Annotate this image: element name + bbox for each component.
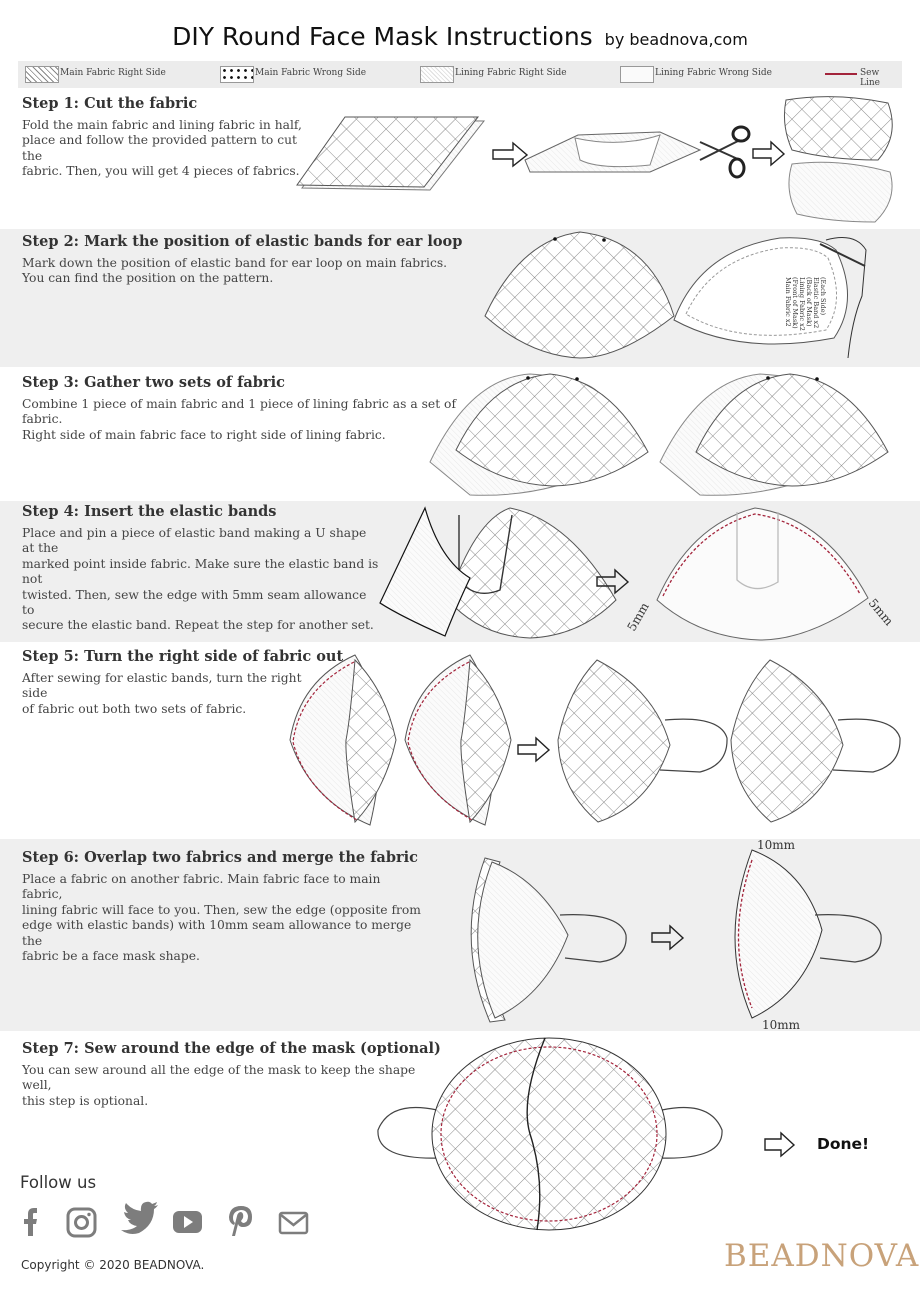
text-line: Place and pin a piece of elastic band making a U shape at the: [22, 526, 367, 556]
step6-text: [22, 872, 422, 964]
step5-title: Step 5: Turn the right side of fabric out: [22, 648, 344, 665]
done-label: Done!: [817, 1135, 870, 1153]
text-line: Combine 1 piece of main fabric and 1 piece of lining fabric as a set of fabric.: [22, 397, 456, 427]
text-line: marked point inside fabric. Make sure the elastic band is not: [22, 556, 379, 587]
text-line: Right side of main fabric face to right side of lining fabric.: [22, 427, 386, 442]
instagram-icon[interactable]: [68, 1209, 95, 1236]
step7-text: [22, 1063, 442, 1109]
step2-text: [22, 256, 482, 287]
arrow-icon: [765, 1133, 794, 1156]
text-line: of fabric out both two sets of fabric.: [22, 701, 247, 716]
legend-label: Main Fabric Wrong Side: [255, 68, 367, 78]
pattern-label: (Back of Mask): [805, 277, 813, 327]
legend-label: Main Fabric Right Side: [60, 68, 166, 78]
pattern-label: Lining Fabric x2: [798, 277, 806, 331]
step5-art: [290, 655, 900, 825]
pattern-label: (Front of Mask): [791, 277, 799, 329]
text-line: twisted. Then, sew the edge with 5mm seam allowance to: [22, 587, 367, 618]
text-line: Fold the main fabric and lining fabric in half,: [22, 118, 302, 132]
pattern-label: (Each Side): [819, 277, 827, 316]
step1-art: [297, 97, 892, 222]
text-line: Mark down the position of elastic band for ear loop on main fabrics.: [22, 256, 448, 270]
step1-text: [22, 118, 307, 180]
legend-label: Lining Fabric Right Side: [455, 68, 567, 78]
copyright: Copyright © 2020 BEADNOVA.: [21, 1258, 205, 1272]
step4-art: [380, 508, 868, 640]
step7-title: Step 7: Sew around the edge of the mask (optional): [22, 1040, 441, 1057]
seam-label-left: 5mm: [624, 600, 652, 634]
pattern-label-group: [784, 277, 827, 331]
follow-heading: Follow us: [20, 1173, 97, 1192]
text-line: fabric. Then, you will get 4 pieces of fabrics.: [22, 164, 300, 179]
arrow-icon: [518, 738, 549, 761]
text-line: After sewing for elastic bands, turn the right side: [22, 671, 302, 701]
text-line: You can sew around all the edge of the mask to keep the shape well,: [22, 1063, 416, 1093]
text-line: lining fabric will face to you. Then, sew the edge (opposite from: [22, 902, 421, 917]
step5-text: [22, 671, 322, 717]
legend-label: Lining Fabric Wrong Side: [655, 68, 772, 78]
legend-label: Sew Line: [860, 68, 880, 88]
step4-title: Step 4: Insert the elastic bands: [22, 503, 277, 520]
step4-text: [22, 526, 382, 634]
step3-text: [22, 397, 462, 443]
brand-logo: BEADNOVA: [724, 1238, 920, 1274]
arrow-icon: [652, 926, 683, 949]
pinterest-icon[interactable]: [229, 1206, 252, 1236]
text-line: You can find the position on the pattern.: [22, 271, 274, 286]
mail-icon[interactable]: [280, 1213, 307, 1233]
step1-title: Step 1: Cut the fabric: [22, 95, 198, 112]
text-line: fabric be a face mask shape.: [22, 949, 200, 964]
seam-label-bottom: 10mm: [762, 1018, 801, 1032]
facebook-icon[interactable]: [24, 1208, 37, 1236]
step2-title: Step 2: Mark the position of elastic bands for ear loop: [22, 233, 463, 250]
pattern-label: Main Fabric x2: [784, 277, 792, 327]
text-line: secure the elastic band. Repeat the step for another set.: [22, 618, 374, 633]
text-line: this step is optional.: [22, 1093, 149, 1108]
step6-art: [471, 850, 881, 1022]
step3-title: Step 3: Gather two sets of fabric: [22, 374, 285, 391]
twitter-icon[interactable]: [121, 1202, 158, 1234]
pattern-label: Elastic Band x2: [812, 277, 820, 329]
byline: by beadnova,com: [604, 30, 748, 49]
text-line: Place a fabric on another fabric. Main fabric face to main fabric,: [22, 872, 381, 902]
title-text: DIY Round Face Mask Instructions: [172, 22, 593, 51]
seam-label-top: 10mm: [757, 838, 796, 852]
youtube-icon[interactable]: [173, 1211, 202, 1233]
step6-title: Step 6: Overlap two fabrics and merge the fabric: [22, 849, 418, 866]
seam-label-right: 5mm: [865, 595, 896, 629]
text-line: edge with elastic bands) with 10mm seam allowance to merge the: [22, 918, 412, 948]
step3-art: [430, 374, 888, 495]
text-line: place and follow the provided pattern to cut the: [22, 133, 297, 163]
